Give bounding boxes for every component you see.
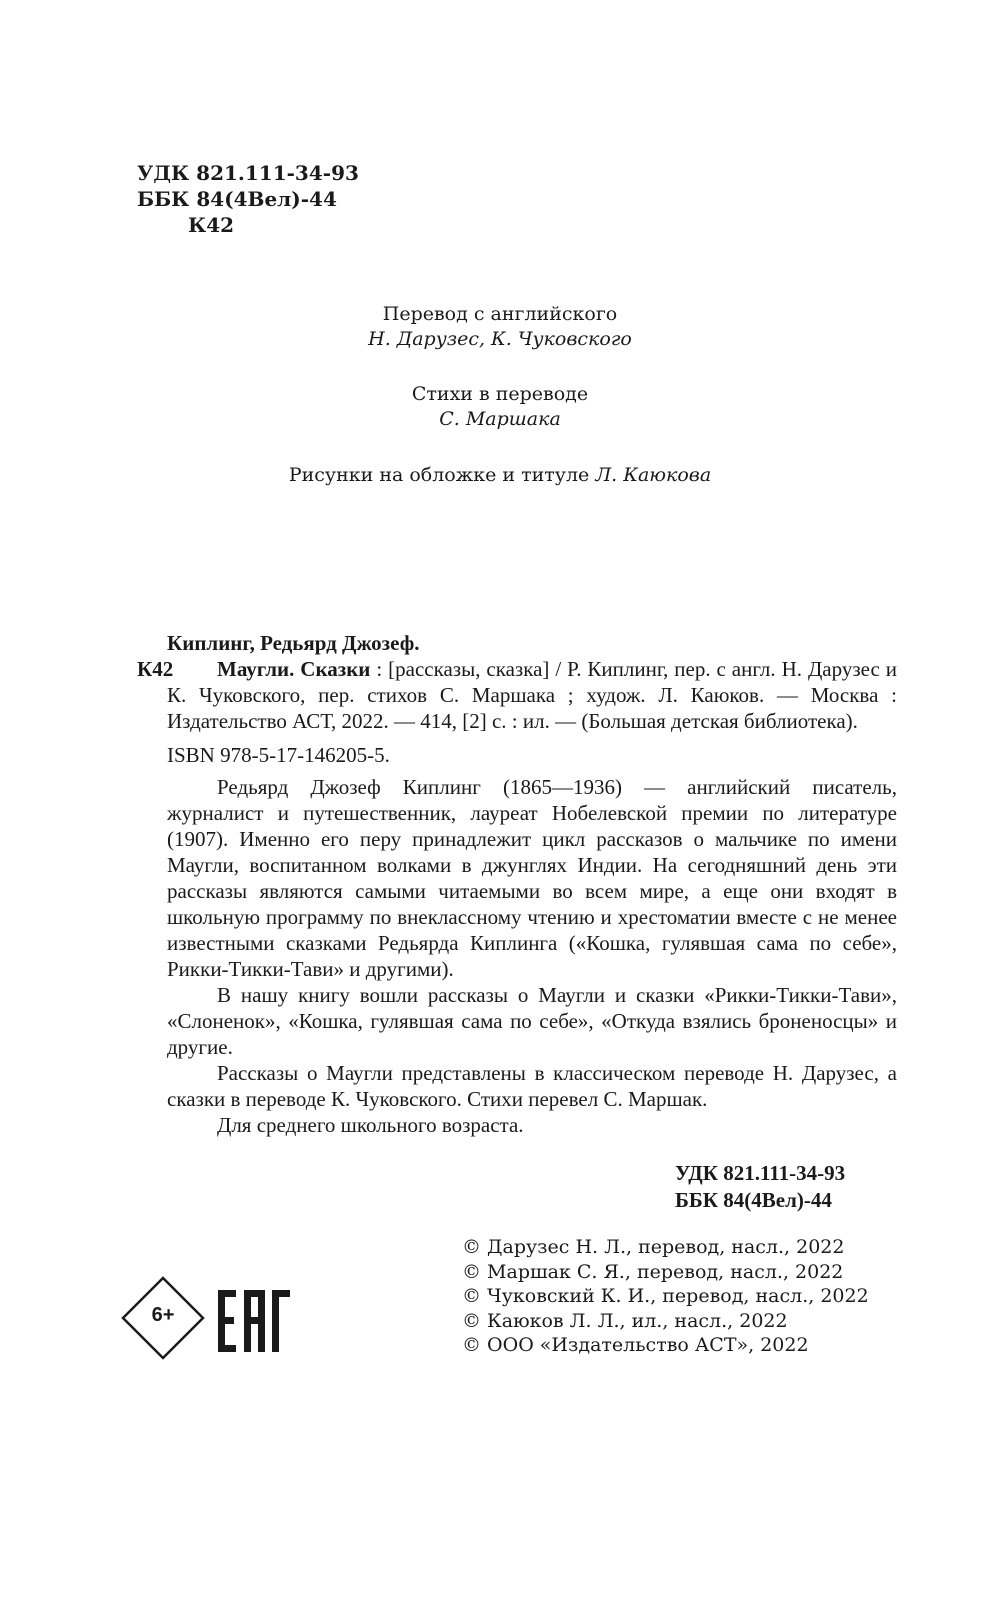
translation-credit	[0, 302, 1000, 352]
udk-code: УДК 821.111-34-93	[675, 1161, 846, 1185]
poems-translator: С. Маршака	[439, 408, 561, 430]
poems-label: Стихи в переводе	[411, 383, 589, 405]
translation-label: Перевод с английского	[382, 303, 618, 325]
author-mark: К42	[188, 213, 235, 237]
copyright-line: © ООО «Издательство АСТ», 2022	[462, 1334, 809, 1356]
catalog-title: Маугли. Сказки	[217, 657, 371, 681]
bbk-code: ББК 84(4Вел)-44	[137, 187, 337, 211]
annotation	[137, 774, 897, 1138]
bbk-code: ББК 84(4Вел)-44	[675, 1188, 832, 1212]
age-rating-badge	[120, 1275, 206, 1361]
catalog-entry	[137, 656, 897, 734]
illustrator: Л. Каюкова	[595, 464, 712, 486]
copyright-line: © Каюков Л. Л., ил., насл., 2022	[462, 1309, 788, 1332]
header-classification-codes	[137, 160, 359, 238]
poems-credit	[0, 382, 1000, 432]
copyright-line: © Дарузес Н. Л., перевод, насл., 2022	[462, 1236, 845, 1258]
catalog-description: : [рассказы, сказка] / Р. Киплинг, пер. с англ. Н. Дарузес и К. Чуковского, пер. стихов С. Маршака ; худож. Л. Каюков. — Москва : Издательство АСТ, 2022. — 414, [2] с. : ил. — (Большая детская библиотека).	[167, 657, 897, 733]
copyright-line: © Чуковский К. И., перевод, насл., 2022	[462, 1285, 869, 1307]
copyright-line: © Маршак С. Я., перевод, насл., 2022	[462, 1260, 844, 1283]
age-rating: 6+	[151, 1304, 175, 1326]
catalog-author: Киплинг, Редьярд Джозеф.	[167, 631, 420, 655]
illustrations-label: Рисунки на обложке и титуле	[288, 464, 590, 486]
copyright-block	[462, 1235, 869, 1358]
illustrations-credit	[0, 463, 1000, 488]
eac-mark-icon	[218, 1290, 290, 1352]
catalog-record	[137, 630, 897, 1138]
udk-code: УДК 821.111-34-93	[137, 161, 359, 185]
annotation-paragraph: Редьярд Джозеф Киплинг (1865—1936) — английский писатель, журналист и путешественник, лауреат Нобелевской премии по литературе (1907). Именно его перу принадлежит цикл рассказов о мальчике по имени Маугли, воспитанном волками в джунглях Индии. На сегодняшний день эти рассказы являются самыми читаемыми во всем мире, а еще они входят в школьную программу по внеклассному чтению и хрестоматии вместе с не менее известными сказками Редьярда Киплинга («Кошка, гулявшая сама по себе», Рикки-Тикки-Тави» и другими).	[167, 775, 897, 981]
annotation-paragraph: Для среднего школьного возраста.	[217, 1113, 524, 1137]
translators: Н. Дарузес, К. Чуковского	[368, 328, 632, 350]
footer-classification-codes	[675, 1160, 845, 1214]
isbn: ISBN 978-5-17-146205-5.	[167, 743, 390, 767]
annotation-paragraph: Рассказы о Маугли представлены в классическом переводе Н. Дарузес, а сказки в переводе К. Чуковского. Стихи перевел С. Маршак.	[167, 1061, 897, 1111]
annotation-paragraph: В нашу книгу вошли рассказы о Маугли и сказки «Рикки-Тикки-Тави», «Слоненок», «Кошка, гулявшая сама по себе», «Откуда взялись броненосцы» и другие.	[167, 983, 897, 1059]
catalog-mark: К42	[137, 657, 174, 681]
